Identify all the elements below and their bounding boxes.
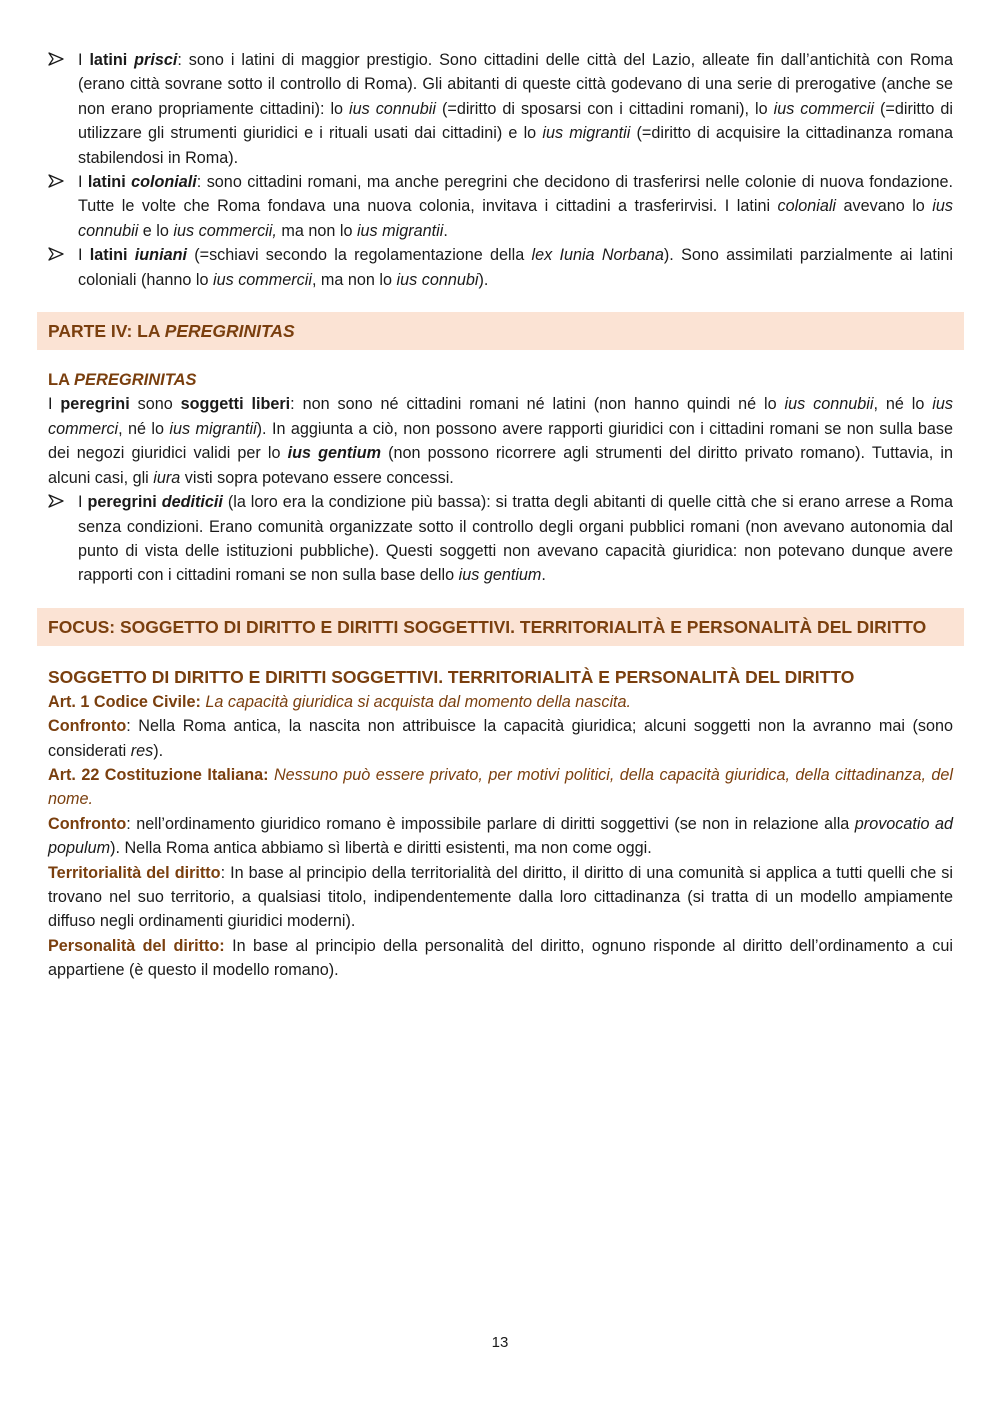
text-run: coloniali: [131, 173, 197, 192]
text-run: ius connubi: [396, 270, 479, 289]
text-run: ius commercii: [773, 99, 875, 118]
text-run: LA: [48, 371, 74, 390]
latini-bullet-list: [48, 48, 953, 292]
text-run: I: [78, 493, 88, 512]
text-run: ius commerci: [48, 395, 953, 438]
text-run: I: [78, 51, 90, 69]
focus-confronto1-paragraph: [48, 714, 953, 763]
section-heading-peregrinitas: [48, 368, 953, 392]
bullet-latini-prisci: [48, 48, 953, 170]
bullet-text: [78, 246, 953, 288]
focus-heading: SOGGETTO DI DIRITTO E DIRITTI SOGGETTIVI. TERRITORIALITÀ E PERSONALITÀ DEL DIRITTO: [48, 666, 855, 687]
text-run: lex Iunia Norbana: [531, 246, 664, 265]
text-run: peregrini: [60, 395, 130, 414]
text-run: (non possono ricorrere agli strumenti del diritto privato romano). Tuttavia, in alcuni casi, gli: [48, 444, 953, 487]
focus-art22-paragraph: [48, 763, 953, 812]
text-run: .: [541, 566, 546, 585]
text-run: coloniali: [777, 197, 837, 216]
text-run: provocatio ad populum: [48, 814, 953, 858]
text-run: (=diritto di acquisire la cittadinanza romana stabilendosi in Roma).: [78, 124, 953, 167]
bullet-text: [78, 493, 953, 584]
text-run: .: [443, 221, 448, 240]
section-band-focus: FOCUS: SOGGETTO DI DIRITTO E DIRITTI SOGGETTIVI. TERRITORIALITÀ E PERSONALITÀ DEL DIRITTO: [37, 608, 964, 646]
text-run: Confronto: [48, 717, 127, 736]
text-run: ius commercii: [213, 270, 312, 289]
text-run: latini: [87, 173, 132, 192]
text-run: PEREGRINITAS: [164, 321, 295, 342]
arrow-bullet-icon: [48, 247, 64, 261]
text-run: ius connubii: [349, 99, 436, 118]
text-run: In base al principio della personalità del diritto, ognuno risponde al diritto dell’ordinamento a cui appartiene (è questo il modello romano).: [48, 936, 953, 980]
text-run: Territorialità del diritto: [48, 863, 221, 882]
text-run: res: [130, 741, 154, 760]
text-run: ). In aggiunta a ciò, non possono avere rapporti giuridici con i cittadini romani se non sulla base dei negozi giuridici validi per lo: [48, 419, 953, 463]
text-run: , né lo: [873, 395, 933, 414]
text-run: avevano lo: [836, 197, 933, 216]
text-run: I: [48, 395, 61, 414]
arrow-bullet-icon: [48, 174, 64, 188]
text-run: soggetti liberi: [180, 395, 291, 414]
text-run: ius migrantii: [356, 221, 444, 240]
document-page: [48, 48, 953, 983]
text-run: : In base al principio della territorialità del diritto, il diritto di una comunità si applica a tutti quelli che si trovano nel suo territorio, a qualsiasi titolo, indipendentemente dalla loro cittadinanza (si tratta di un modello ampiamente diffuso negli ordinamenti giuridici moderni).: [48, 863, 953, 931]
text-run: ius migrantii: [542, 124, 631, 143]
text-run: e lo: [138, 221, 174, 240]
text-run: prisci: [134, 51, 178, 69]
section-band-parte-iv: [37, 312, 964, 350]
focus-confronto2-paragraph: [48, 812, 953, 861]
text-run: dediticii: [161, 493, 223, 512]
text-run: PARTE IV: LA: [48, 321, 165, 342]
text-run: (=diritto di sposarsi con i cittadini romani), lo: [436, 99, 774, 118]
text-run: ).: [478, 270, 489, 289]
text-run: PEREGRINITAS: [73, 371, 197, 390]
bullet-peregrini-dediticii: [48, 490, 953, 588]
text-run: latini: [89, 51, 135, 69]
text-run: Personalità del diritto:: [48, 936, 225, 955]
text-run: ius connubii: [784, 395, 874, 414]
arrow-bullet-icon: [48, 494, 64, 508]
focus-personalita-paragraph: [48, 934, 953, 983]
text-run: ma non lo: [276, 221, 357, 240]
text-run: (=schiavi secondo la regolamentazione della: [186, 246, 532, 265]
focus-art1-paragraph: [48, 690, 953, 714]
bullet-latini-coloniali: [48, 170, 953, 243]
text-run: : nell’ordinamento giuridico romano è impossibile parlare di diritti soggettivi (se non in relazione alla: [126, 814, 855, 833]
arrow-bullet-icon: [48, 52, 64, 66]
text-run: ). Sono assimilati parzialmente ai latini coloniali (hanno lo: [78, 246, 954, 289]
bullet-text: [78, 173, 953, 240]
text-run: , ma non lo: [311, 270, 397, 289]
text-run: Art. 22 Costituzione Italiana:: [48, 765, 269, 784]
text-run: I: [78, 173, 88, 192]
text-run: I: [78, 246, 90, 265]
text-run: Nessuno può essere privato, per motivi politici, della capacità giuridica, della cittadinanza, del nome.: [48, 765, 953, 809]
text-run: ).: [153, 741, 164, 760]
text-run: ius connubii: [78, 197, 953, 240]
text-run: ius gentium: [458, 566, 542, 585]
text-run: Confronto: [48, 814, 127, 833]
text-run: Art. 1 Codice Civile:: [48, 692, 201, 711]
text-run: : sono i latini di maggior prestigio. Sono cittadini delle città del Lazio, alleate fin dall’antichità con Roma (erano città sovrane sotto il controllo di Roma). Gli abitanti di queste città godevano di una serie di prerogative (anche se non erano propriamente cittadini): lo: [78, 51, 954, 118]
text-run: sono: [129, 395, 181, 414]
text-run: peregrini: [87, 493, 162, 512]
text-run: ius commercii,: [173, 221, 277, 240]
text-run: ius migrantii: [169, 419, 257, 438]
text-run: ). Nella Roma antica abbiamo sì libertà e diritti esistenti, ma non come oggi.: [110, 839, 652, 858]
peregrini-paragraph: [48, 392, 953, 490]
text-run: : non sono né cittadini romani né latini (non hanno quindi né lo: [290, 395, 785, 414]
text-run: : sono cittadini romani, ma anche peregrini che decidono di trasferirsi nelle colonie di nuova fondazione. Tutte le volte che Roma fondava una nuova colonia, invitava i cittadini a trasferirvisi. I latini: [78, 173, 953, 216]
text-run: visti sopra potevano essere concessi.: [180, 468, 454, 487]
text-run: La capacità giuridica si acquista dal momento della nascita.: [205, 692, 632, 711]
text-run: : Nella Roma antica, la nascita non attribuisce la capacità giuridica; alcuni soggetti non la avranno mai (sono considerati: [48, 717, 953, 760]
bullet-text: [78, 51, 953, 167]
bullet-latini-iuniani: [48, 243, 953, 292]
page-number: 13: [491, 1334, 509, 1351]
text-run: (la loro era la condizione più bassa): si tratta degli abitanti di quelle città che si erano arrese a Roma senza condizioni. Erano comunità organizzate sotto il controllo degli organi pubblici romani (non avevano autonomia dal punto di vista delle istituzioni pubbliche). Questi soggetti non avevano capacità giuridica: non potevano dunque avere rapporti con i cittadini romani se non sulla base dello: [78, 493, 953, 585]
text-run: ius gentium: [287, 444, 382, 463]
text-run: latini: [89, 246, 135, 265]
text-run: iura: [153, 468, 181, 487]
focus-territorialita-paragraph: [48, 861, 953, 934]
text-run: , né lo: [118, 419, 170, 438]
text-run: (=diritto di utilizzare gli strumenti giuridici e i rituali usati dai cittadini) e lo: [78, 99, 954, 143]
text-run: iuniani: [134, 246, 187, 265]
